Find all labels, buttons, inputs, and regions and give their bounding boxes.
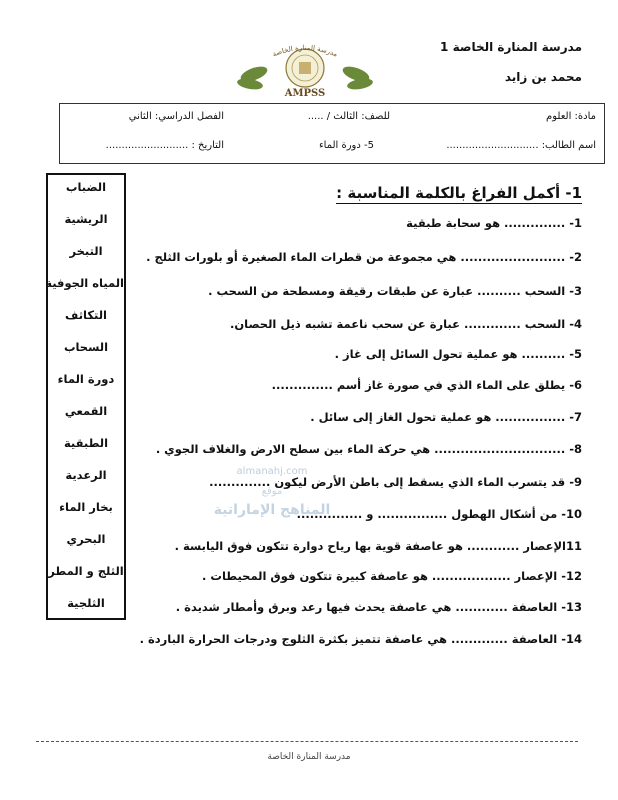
question-item: 11الإعصار ............ هو عاصفة قوية بها رياح دوارة تتكون فوق اليابسة . [174,539,582,553]
word-bank-item: البحري [66,532,106,546]
question-item: 2- ........................ هي مجموعة من قطرات الماء الصغيرة أو بلورات الثلج . [146,250,582,264]
question-item: 12- الإعصار .................. هو عاصفة كبيرة تتكون فوق المحيطات . [202,569,582,583]
question-item: 3- السحب .......... عبارة عن طبقات رقيقة ومسطحة من السحب . [208,284,582,298]
grade-field: للصف: الثالث / ..... [307,111,390,122]
question-item: 6- يطلق على الماء الذي في صورة غاز أسم .............. [271,378,582,392]
footer-text: مدرسة المنارة الخاصة [267,752,351,762]
subject-field: مادة: العلوم [546,111,596,122]
logo-text: AMPSS [284,88,326,99]
question-item: 14- العاصفة ............. هي عاصفة تتميز بكثرة الثلوج ودرجات الحرارة الباردة . [139,632,582,646]
date-field: التاريخ : .......................... [105,140,224,151]
section-title-text: 1- أكمل الفراغ بالكلمة المناسبة : [336,184,582,202]
logo-arch-text: مدرسة المنارة الخاصة [271,43,339,59]
watermark-site: almanahj.com [236,466,308,477]
word-bank-item: الطبقية [63,436,109,450]
word-bank-item: المياه الجوفية [45,276,124,290]
semester-field: الفصل الدراسي: الثاني [128,111,224,122]
word-bank-item: الرعدية [65,468,107,482]
school-name: مدرسة المنارة الخاصة 1 [440,40,582,54]
question-item: 9- قد يتسرب الماء الذي يسقط إلى باطن الأرض ليكون .............. [209,475,582,489]
question-item: 1- .............. هو سحابة طبقية [406,216,582,230]
question-item: 10- من أشكال الهطول ................ و ............... [296,507,582,521]
word-bank-item: التبخر [69,244,103,258]
question-item: 5- .......... هو عملية تحول السائل إلى غاز . [334,347,582,361]
word-bank-item: بخار الماء [59,500,113,514]
teacher-name: محمد بن زايد [504,70,582,84]
word-bank-item: التكاثف [65,308,107,322]
watermark-line2: المناهج الإماراتية [213,502,331,518]
watermark-logo [213,462,331,524]
word-bank-item: الثلج و المطر [48,564,124,578]
word-bank-item: القمعي [64,404,108,418]
student-name-field: اسم الطالب: ............................. [446,140,596,151]
word-bank [46,173,126,620]
word-bank-item: دورة الماء [57,372,115,386]
question-item: 7- ................ هو عملية تحول الغاز إلى سائل . [310,410,582,424]
section-title [336,184,582,202]
watermark-line1: موقع [261,486,283,497]
question-item: 8- .............................. هي حركة الماء بين سطح الارض والغلاف الجوي . [155,442,582,456]
question-item: 13- العاصفة ............ هي عاصفة يحدث فيها رعد وبرق وأمطار شديدة . [175,600,582,614]
word-bank-item: السحاب [63,340,109,354]
question-item: 4- السحب ............. عبارة عن سحب ناعمة تشبه ذيل الحصان. [229,317,582,331]
lesson-field: 5- دورة الماء [318,140,374,151]
school-logo [236,36,374,102]
footer-divider [36,741,578,742]
word-bank-item: الريشية [64,212,108,226]
word-bank-item: الثلجية [67,596,105,610]
word-bank-item: الضباب [65,180,107,194]
